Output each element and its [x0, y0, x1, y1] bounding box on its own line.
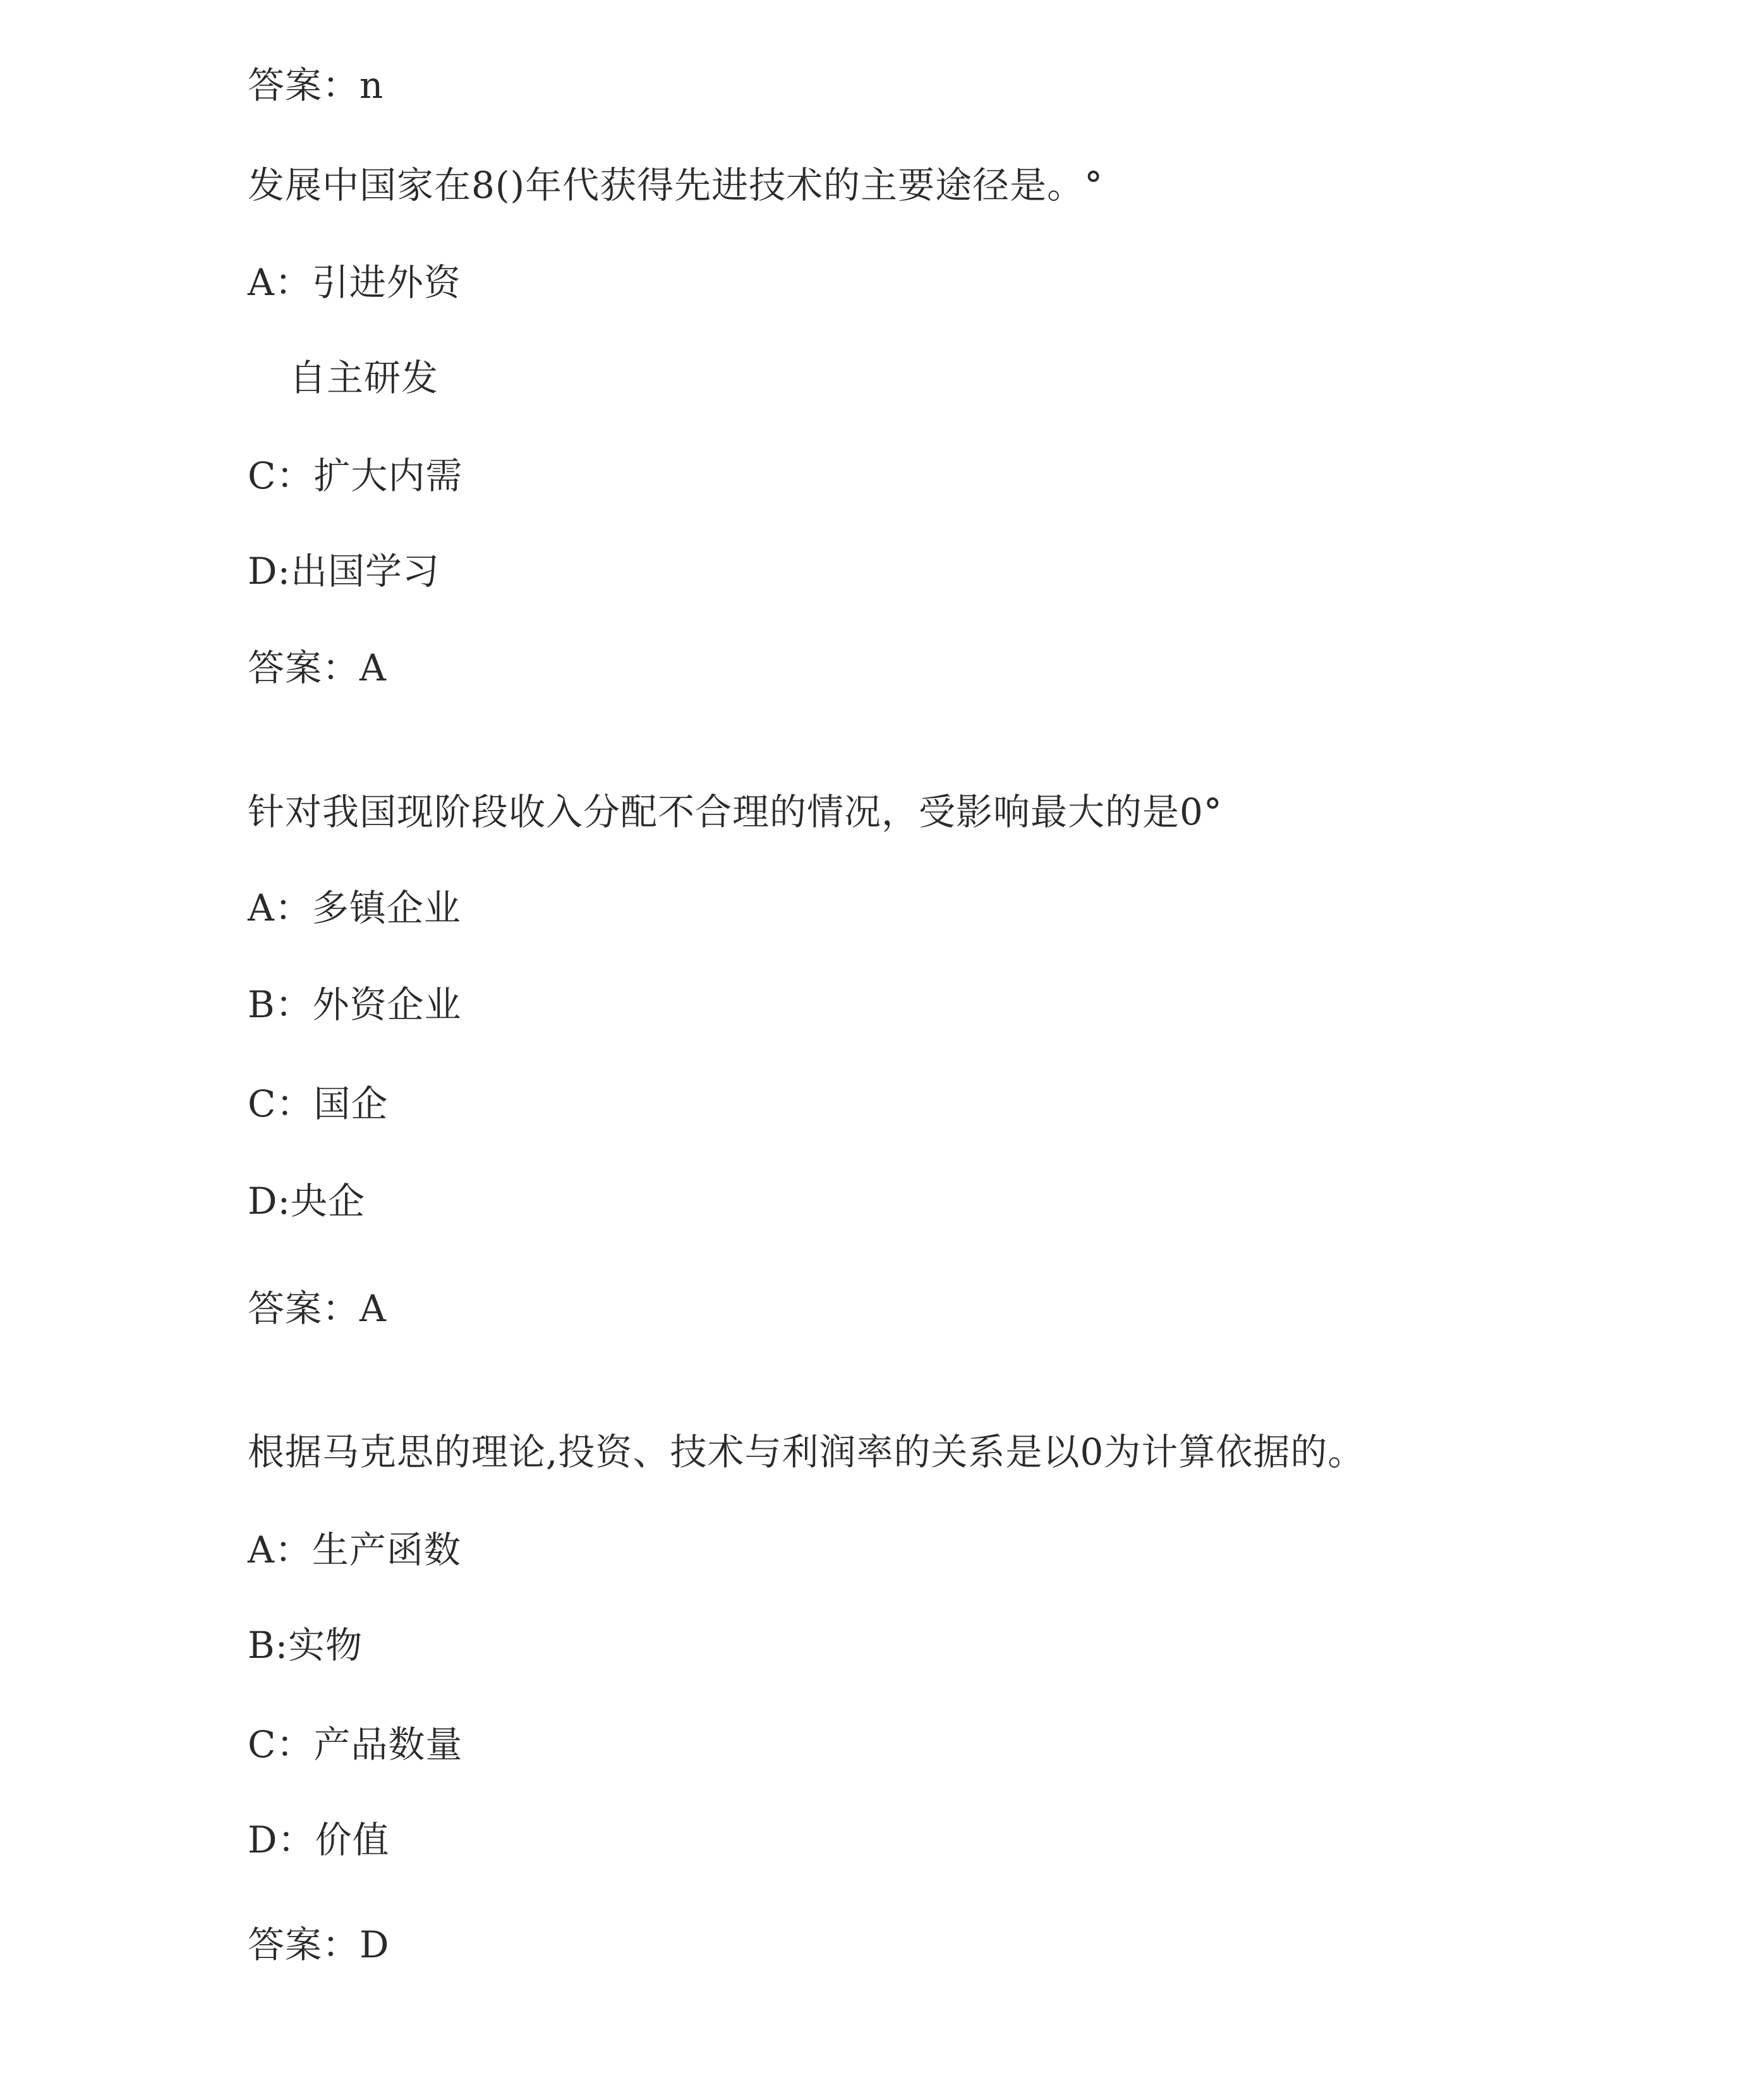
option-b: 自主研发	[289, 356, 439, 399]
option-d: D:出国学习	[248, 550, 440, 593]
option-d: D：价值	[248, 1818, 390, 1861]
option-b: B：外资企业	[248, 983, 462, 1026]
option-a: A：引进外资	[248, 261, 461, 304]
answer-line: 答案：A	[248, 1287, 387, 1330]
option-c: C：产品数量	[248, 1723, 463, 1766]
option-b: B:实物	[248, 1624, 363, 1667]
option-a: A：多镇企业	[248, 886, 461, 929]
answer-line: 答案：A	[248, 646, 387, 689]
option-c: C：国企	[248, 1082, 389, 1125]
option-c: C：扩大内需	[248, 454, 463, 497]
option-d: D:央企	[248, 1180, 366, 1223]
option-a: A：生产函数	[248, 1528, 461, 1571]
answer-line: 答案：n	[248, 64, 384, 107]
answer-line: 答案：D	[248, 1923, 390, 1966]
question-text: 针对我国现阶段收入分配不合理的情况，受影响最大的是0°	[248, 790, 1223, 833]
question-text: 发展中国家在8()年代获得先进技术的主要途径是。°	[248, 164, 1104, 207]
question-text: 根据马克思的理论,投资、技术与利润率的关系是以0为计算依据的。	[248, 1430, 1365, 1473]
